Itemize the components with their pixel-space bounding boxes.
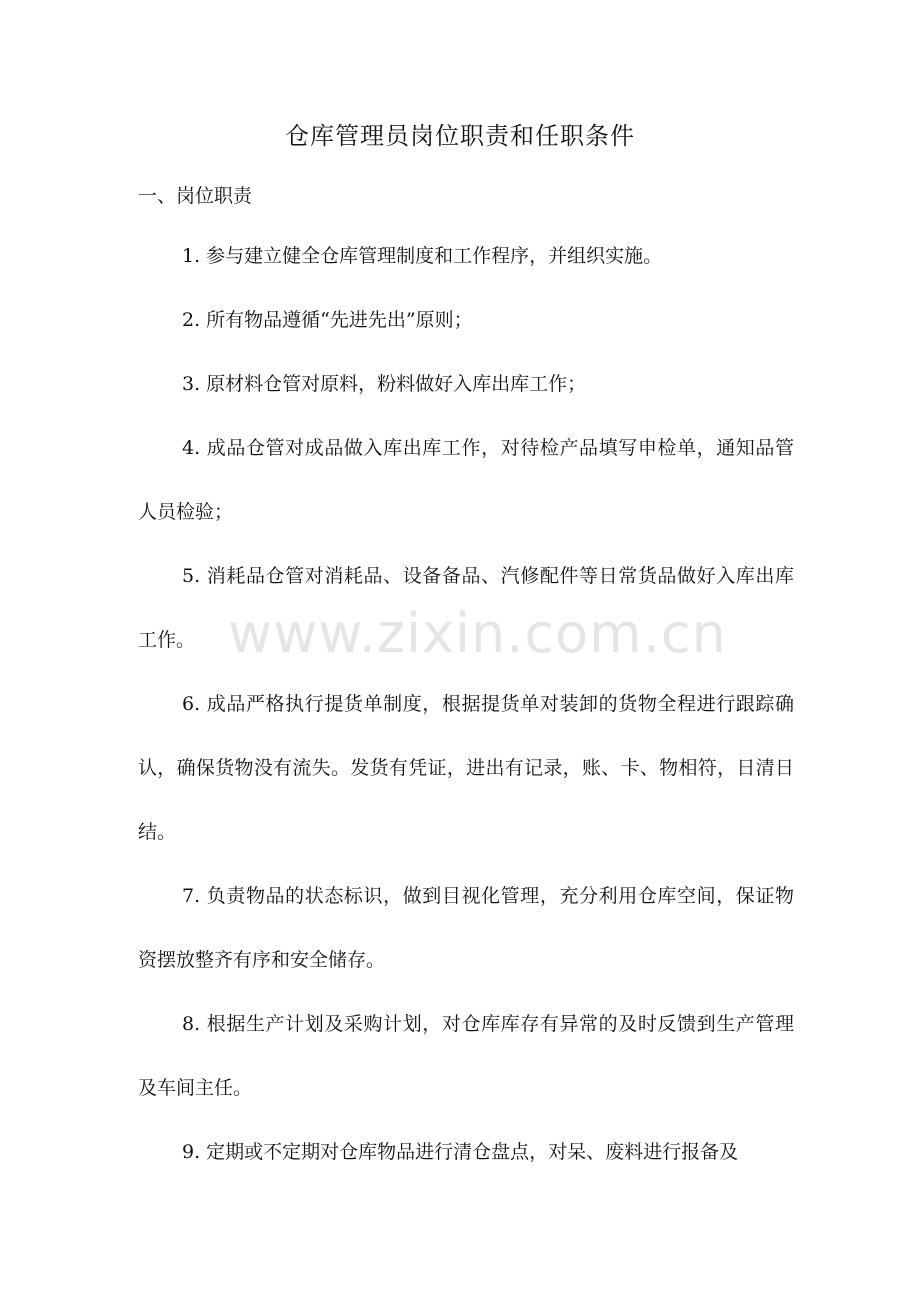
document-title: 仓库管理员岗位职责和任职条件 <box>285 122 635 150</box>
duty-item-5: 5. 消耗品仓管对消耗品、设备备品、汽修配件等日常货品做好入库出库工作。 <box>138 565 794 651</box>
duty-item-4: 4. 成品仓管对成品做入库出库工作，对待检产品填写申检单，通知品管人员检验； <box>138 437 794 523</box>
duty-item-7: 7. 负责物品的状态标识，做到目视化管理，充分利用仓库空间，保证物资摆放整齐有序和安全储存。 <box>138 885 794 971</box>
duty-list <box>138 236 794 1184</box>
duty-item-1: 1. 参与建立健全仓库管理制度和工作程序，并组织实施。 <box>182 245 663 267</box>
duty-item-8: 8. 根据生产计划及采购计划，对仓库库存有异常的及时反馈到生产管理及车间主任。 <box>138 1013 794 1099</box>
duty-item-2: 2. 所有物品遵循“先进先出”原则； <box>182 309 473 331</box>
section-heading: 一、岗位职责 <box>138 185 253 207</box>
duty-item-9: 9. 定期或不定期对仓库物品进行清仓盘点，对呆、废料进行报备及 <box>182 1141 739 1163</box>
duty-item-6: 6. 成品严格执行提货单制度，根据提货单对装卸的货物全程进行跟踪确认，确保货物没有流失。发货有凭证，进出有记录，账、卡、物相符，日清日结。 <box>138 693 794 843</box>
watermark: www.zixin.com.cn <box>228 602 727 665</box>
duty-item-3: 3. 原材料仓管对原料，粉料做好入库出库工作； <box>182 373 587 395</box>
